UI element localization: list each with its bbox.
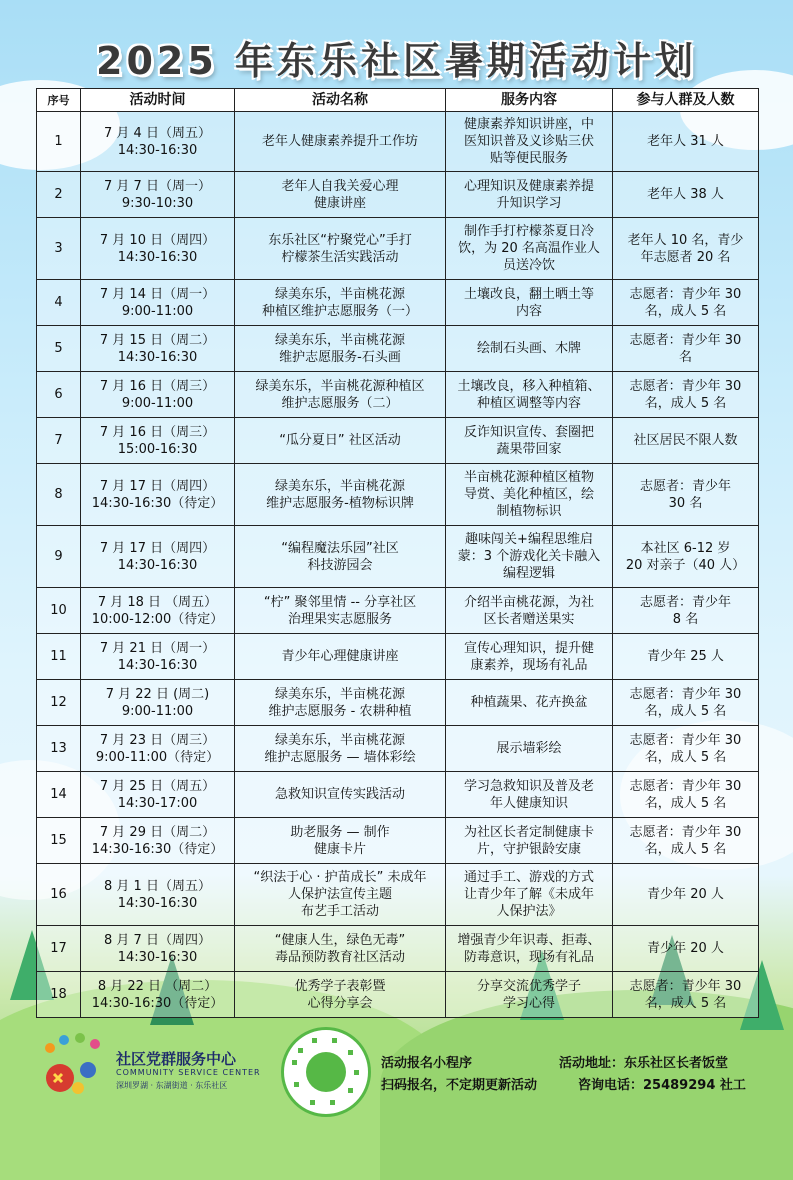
cell-people (613, 972, 759, 1018)
org-name-en: COMMUNITY SERVICE CENTER (116, 1068, 261, 1077)
cell-name (235, 926, 446, 972)
cell-name (235, 464, 446, 526)
cell-content (446, 680, 613, 726)
activity-name-line: 柠檬茶生活实践活动 (281, 249, 399, 265)
service-content-line: 土壤改良，移入种植箱、 (457, 378, 601, 394)
activity-name-line: 绿美东乐，半亩桃花源 (274, 286, 405, 302)
activity-time: 14:30-16:30 (117, 142, 198, 158)
participants-line: 志愿者：青少年 30 (629, 286, 742, 302)
participants-line: 青少年 20 人 (647, 941, 724, 956)
table-row (37, 526, 759, 588)
cell-name (235, 372, 446, 418)
activity-date: 7 月 17 日（周四） (99, 540, 216, 556)
cell-people (613, 218, 759, 280)
activity-address: 活动地址：东乐社区长者饭堂 (559, 1056, 729, 1071)
table-row (37, 418, 759, 464)
participants-line: 30 名 (668, 495, 703, 511)
cell-index: 1 (37, 112, 81, 172)
column-header-index: 序号 (37, 89, 81, 112)
cell-time (81, 372, 235, 418)
cell-time (81, 326, 235, 372)
cell-name (235, 172, 446, 218)
signup-note: 扫码报名，不定期更新活动 (381, 1078, 538, 1093)
cell-time (81, 680, 235, 726)
cell-people (613, 112, 759, 172)
cell-time (81, 172, 235, 218)
cell-content (446, 218, 613, 280)
cell-people (613, 818, 759, 864)
participants-line: 社区居民不限人数 (633, 433, 738, 448)
service-content-line: 种植蔬果、花卉换盆 (470, 695, 588, 710)
cell-index: 14 (37, 772, 81, 818)
cell-index: 15 (37, 818, 81, 864)
signup-qr-code[interactable] (281, 1027, 371, 1117)
column-header-name: 活动名称 (235, 89, 446, 112)
cell-content (446, 280, 613, 326)
participants-line: 老年人 31 人 (647, 134, 724, 149)
participants-line: 名，成人 5 名 (644, 841, 727, 857)
participants-line: 志愿者：青少年 30 (629, 732, 742, 748)
qr-center-icon (306, 1052, 346, 1092)
cell-index: 4 (37, 280, 81, 326)
participants-line: 志愿者：青少年 30 (629, 824, 742, 840)
cell-time (81, 818, 235, 864)
cell-content (446, 972, 613, 1018)
activity-name-line: 急救知识宣传实践活动 (274, 787, 405, 802)
service-content-line: 心理知识及健康素养提 (463, 178, 594, 194)
service-content-line: 趣味闯关+编程思维启 (465, 532, 593, 547)
service-content-line: 人保护法》 (496, 904, 562, 919)
service-content-line: 制植物标识 (496, 504, 562, 519)
table-row (37, 680, 759, 726)
activity-time: 14:30-16:30 (117, 349, 198, 365)
service-content-line: 防毒意识，现场有礼品 (463, 949, 594, 965)
activity-name-line: 维护志愿服务（二） (281, 395, 399, 411)
cell-name (235, 864, 446, 926)
cell-time (81, 772, 235, 818)
activity-name-line: 毒品预防教育社区活动 (274, 949, 405, 965)
cell-content (446, 326, 613, 372)
qr-dot (294, 1082, 299, 1087)
service-content-line: 为社区长者定制健康卡 (463, 824, 594, 840)
participants-line: 8 名 (672, 611, 699, 627)
cell-index: 6 (37, 372, 81, 418)
activity-time: 14:30-16:30 (117, 249, 198, 265)
activity-name-line: 科技游园会 (307, 557, 373, 573)
participants-line: 志愿者：青少年 30 (629, 978, 742, 994)
service-content-line: 健康素养知识讲座，中 (463, 117, 594, 132)
cell-people (613, 680, 759, 726)
table-row (37, 112, 759, 172)
qr-dot (332, 1038, 337, 1043)
cell-people (613, 464, 759, 526)
schedule-table (36, 88, 759, 1018)
table-row (37, 218, 759, 280)
table-row (37, 172, 759, 218)
cell-people (613, 526, 759, 588)
service-content-line: 学习心得 (502, 995, 555, 1011)
service-content-line: 片，守护银龄安康 (476, 841, 581, 857)
activity-date: 7 月 16 日（周三） (99, 378, 216, 394)
activity-date: 7 月 21 日（周一） (99, 640, 216, 656)
qr-dot (310, 1100, 315, 1105)
activity-name-line: 健康卡片 (313, 841, 366, 857)
table-row (37, 588, 759, 634)
service-content-line: 蔬果带回家 (496, 441, 562, 457)
activity-time: 14:30-17:00 (117, 795, 198, 811)
service-content-line: 介绍半亩桃花源，为社 (463, 594, 594, 610)
table-row (37, 726, 759, 772)
activity-name-line: “织法于心 · 护苗成长” 未成年 (253, 870, 427, 885)
activity-name-line: 老年人健康素养提升工作坊 (261, 134, 418, 149)
org-location: 深圳罗湖 · 东湖街道 · 东乐社区 (116, 1081, 228, 1090)
activity-name-line: 布艺手工活动 (300, 904, 379, 919)
cell-index: 18 (37, 972, 81, 1018)
cell-time (81, 218, 235, 280)
activity-time: 14:30-16:30 (117, 657, 198, 673)
cell-people (613, 418, 759, 464)
participants-line: 名，成人 5 名 (644, 995, 727, 1011)
activity-name-line: “柠” 聚邻里情 -- 分享社区 (263, 594, 417, 610)
participants-line: 志愿者：青少年 30 (629, 686, 742, 702)
cell-name (235, 634, 446, 680)
participants-line: 志愿者：青少年 30 (629, 332, 742, 348)
cell-name (235, 818, 446, 864)
activity-date: 8 月 1 日（周五） (104, 878, 211, 894)
activity-name-line: 绿美东乐，半亩桃花源 (274, 686, 405, 702)
cell-name (235, 726, 446, 772)
participants-line: 青少年 25 人 (647, 649, 724, 664)
participants-line: 本社区 6-12 岁 (640, 540, 731, 556)
service-content-line: 反诈知识宣传、套圈把 (463, 424, 594, 440)
service-content-line: 区长者赠送果实 (483, 611, 575, 627)
activity-time: 14:30-16:30 (117, 895, 198, 911)
activity-time: 9:00-11:00 (121, 395, 194, 411)
participants-line: 志愿者：青少年 (639, 594, 731, 610)
table-row (37, 326, 759, 372)
cell-content (446, 926, 613, 972)
activity-name-line: 绿美东乐，半亩桃花源 (274, 732, 405, 748)
activity-time: 15:00-16:30 (117, 441, 198, 457)
contact-phone: 咨询电话：25489294 社工 (578, 1078, 746, 1093)
participants-line: 名，成人 5 名 (644, 749, 727, 765)
cell-index: 5 (37, 326, 81, 372)
service-content-line: 通过手工、游戏的方式 (463, 870, 594, 885)
page-title: 2025 年东乐社区暑期活动计划 (96, 39, 697, 83)
org-name: 社区党群服务中心 (116, 1050, 237, 1068)
activity-date: 7 月 17 日（周四） (99, 478, 216, 494)
cell-index: 7 (37, 418, 81, 464)
cell-index: 3 (37, 218, 81, 280)
activity-name-line: “瓜分夏日” 社区活动 (279, 433, 401, 448)
cell-content (446, 726, 613, 772)
cell-name (235, 418, 446, 464)
cell-name (235, 280, 446, 326)
activity-name-line: 维护志愿服务 — 墙体彩绘 (264, 749, 416, 765)
cell-people (613, 326, 759, 372)
activity-time: 14:30-16:30 (117, 949, 198, 965)
participants-line: 志愿者：青少年 30 (629, 378, 742, 394)
activity-name-line: 青少年心理健康讲座 (281, 649, 399, 664)
cell-time (81, 526, 235, 588)
activity-name-line: 优秀学子表彰暨 (294, 978, 386, 994)
cell-name (235, 326, 446, 372)
service-content-line: 半亩桃花源种植区植物 (463, 470, 594, 485)
cell-index: 2 (37, 172, 81, 218)
participants-line: 名，成人 5 名 (644, 395, 727, 411)
table-row (37, 280, 759, 326)
cell-people (613, 372, 759, 418)
cell-time (81, 464, 235, 526)
participants-line: 年志愿者 20 名 (640, 249, 731, 265)
cell-index: 11 (37, 634, 81, 680)
service-content-line: 宣传心理知识，提升健 (463, 640, 594, 656)
table-row (37, 972, 759, 1018)
service-content-line: 饮，为 20 名高温作业人 (458, 241, 600, 256)
service-content-line: 员送冷饮 (502, 258, 555, 273)
service-content-line: 种植区调整等内容 (476, 395, 581, 411)
activity-date: 7 月 25 日（周五） (99, 778, 216, 794)
cell-content (446, 172, 613, 218)
cell-time (81, 280, 235, 326)
cell-index: 9 (37, 526, 81, 588)
cell-name (235, 588, 446, 634)
service-content-line: 导赏、美化种植区，绘 (463, 487, 594, 502)
qr-dot (354, 1070, 359, 1075)
activity-date: 7 月 16 日（周三） (99, 424, 216, 440)
table-row (37, 926, 759, 972)
qr-dot (298, 1048, 303, 1053)
qr-dot (348, 1088, 353, 1093)
activity-name-line: 维护志愿服务 - 农耕种植 (268, 703, 412, 719)
cell-content (446, 372, 613, 418)
cell-index: 17 (37, 926, 81, 972)
qr-dot (348, 1050, 353, 1055)
service-content-line: 绘制石头画、木牌 (476, 341, 581, 356)
activity-time: 14:30-16:30（待定） (91, 995, 224, 1011)
service-content-line: 展示墙彩绘 (496, 741, 562, 756)
participants-line: 志愿者：青少年 30 (629, 778, 742, 794)
cell-time (81, 588, 235, 634)
cell-content (446, 112, 613, 172)
participants-line: 志愿者：青少年 (639, 478, 731, 494)
cell-people (613, 772, 759, 818)
cell-index: 10 (37, 588, 81, 634)
activity-time: 9:00-11:00（待定） (95, 749, 220, 765)
activity-date: 8 月 22 日 （周二） (97, 978, 218, 994)
activity-name-line: 维护志愿服务-石头画 (279, 349, 401, 365)
cell-time (81, 972, 235, 1018)
service-content-line: 蒙：3 个游戏化关卡融入 (457, 549, 601, 564)
activity-name-line: 老年人自我关爱心理 (281, 178, 399, 194)
cell-time (81, 864, 235, 926)
activity-name-line: 绿美东乐，半亩桃花源种植区 (255, 378, 425, 394)
cell-index: 12 (37, 680, 81, 726)
service-content-line: 年人健康知识 (489, 795, 568, 811)
cell-people (613, 926, 759, 972)
activity-name-line: “编程魔法乐园”社区 (281, 540, 399, 556)
cell-content (446, 864, 613, 926)
activity-name-line: 种植区维护志愿服务（一） (261, 303, 418, 319)
activity-time: 9:00-11:00 (121, 703, 194, 719)
cell-content (446, 634, 613, 680)
cell-people (613, 280, 759, 326)
column-header-people: 参与人群及人数 (613, 89, 759, 112)
service-content-line: 康素养，现场有礼品 (470, 657, 588, 673)
activity-date: 7 月 22 日 (周二) (105, 686, 210, 702)
table-row (37, 464, 759, 526)
service-content-line: 编程逻辑 (502, 566, 555, 581)
service-content-line: 制作手打柠檬茶夏日冷 (463, 224, 594, 239)
cell-content (446, 588, 613, 634)
activity-date: 7 月 18 日 （周五） (97, 594, 218, 610)
column-header-time: 活动时间 (81, 89, 235, 112)
service-content-line: 分享交流优秀学子 (476, 978, 581, 994)
activity-name-line: 助老服务 — 制作 (290, 824, 390, 840)
participants-line: 名，成人 5 名 (644, 303, 727, 319)
qr-dot (292, 1060, 297, 1065)
participants-line: 青少年 20 人 (647, 887, 724, 902)
cell-time (81, 112, 235, 172)
table-row (37, 634, 759, 680)
table-row (37, 772, 759, 818)
service-content-line: 医知识普及义诊贴三伏 (463, 134, 594, 149)
cell-time (81, 926, 235, 972)
cell-content (446, 526, 613, 588)
cell-name (235, 972, 446, 1018)
activity-time: 9:00-11:00 (121, 303, 194, 319)
cell-index: 16 (37, 864, 81, 926)
cell-index: 8 (37, 464, 81, 526)
qr-dot (330, 1100, 335, 1105)
cell-content (446, 418, 613, 464)
service-content-line: 学习急救知识及普及老 (463, 778, 594, 794)
table-row (37, 372, 759, 418)
activity-name-line: 人保护法宣传主题 (287, 887, 392, 902)
cell-index: 13 (37, 726, 81, 772)
table-body (37, 112, 759, 1018)
column-header-content: 服务内容 (446, 89, 613, 112)
cell-name (235, 526, 446, 588)
table-row (37, 864, 759, 926)
cell-name (235, 680, 446, 726)
signup-label: 活动报名小程序 (381, 1056, 473, 1071)
activity-date: 8 月 7 日（周四） (104, 932, 211, 948)
activity-name-line: 绿美东乐，半亩桃花源 (274, 332, 405, 348)
participants-line: 老年人 10 名，青少 (627, 232, 744, 248)
qr-dot (312, 1038, 317, 1043)
table-header-row (37, 89, 759, 112)
community-logo-icon (40, 1030, 110, 1100)
cell-people (613, 726, 759, 772)
activity-time: 14:30-16:30（待定） (91, 495, 224, 511)
cell-content (446, 772, 613, 818)
activity-date: 7 月 14 日（周一） (99, 286, 216, 302)
participants-line: 老年人 38 人 (647, 187, 724, 202)
service-content-line: 让青少年了解《未成年 (463, 887, 594, 902)
cell-time (81, 418, 235, 464)
service-content-line: 贴等便民服务 (489, 151, 568, 166)
activity-name-line: 东乐社区“柠聚党心”手打 (268, 232, 412, 248)
activity-time: 14:30-16:30（待定） (91, 841, 224, 857)
table-row (37, 818, 759, 864)
activity-date: 7 月 29 日（周二） (99, 824, 216, 840)
activity-time: 10:00-12:00（待定） (91, 611, 224, 627)
activity-name-line: 治理果实志愿服务 (287, 611, 392, 627)
participants-line: 名 (678, 349, 692, 365)
service-content-line: 升知识学习 (496, 195, 562, 211)
service-content-line: 土壤改良，翻土晒土等 (463, 286, 594, 302)
activity-name-line: 心得分享会 (307, 995, 373, 1011)
cell-people (613, 634, 759, 680)
cell-people (613, 172, 759, 218)
activity-date: 7 月 4 日（周五） (104, 125, 211, 141)
activity-time: 14:30-16:30 (117, 557, 198, 573)
activity-name-line: 维护志愿服务-植物标识牌 (266, 495, 414, 511)
service-content-line: 内容 (515, 303, 542, 319)
activity-date: 7 月 7 日（周一） (104, 178, 211, 194)
activity-date: 7 月 23 日（周三） (99, 732, 216, 748)
cell-name (235, 772, 446, 818)
activity-time: 9:30-10:30 (121, 195, 194, 211)
service-content-line: 增强青少年识毒、拒毒、 (457, 932, 601, 948)
cell-time (81, 634, 235, 680)
participants-line: 名，成人 5 名 (644, 703, 727, 719)
cell-people (613, 588, 759, 634)
cell-name (235, 112, 446, 172)
cell-name (235, 218, 446, 280)
activity-name-line: 健康讲座 (313, 195, 366, 211)
cell-people (613, 864, 759, 926)
activity-name-line: “健康人生，绿色无毒” (274, 932, 406, 948)
cell-content (446, 464, 613, 526)
cell-content (446, 818, 613, 864)
activity-date: 7 月 15 日（周二） (99, 332, 216, 348)
cell-time (81, 726, 235, 772)
activity-date: 7 月 10 日（周四） (99, 232, 216, 248)
activity-name-line: 绿美东乐，半亩桃花源 (274, 478, 405, 494)
participants-line: 名，成人 5 名 (644, 795, 727, 811)
participants-line: 20 对亲子（40 人） (625, 557, 746, 573)
